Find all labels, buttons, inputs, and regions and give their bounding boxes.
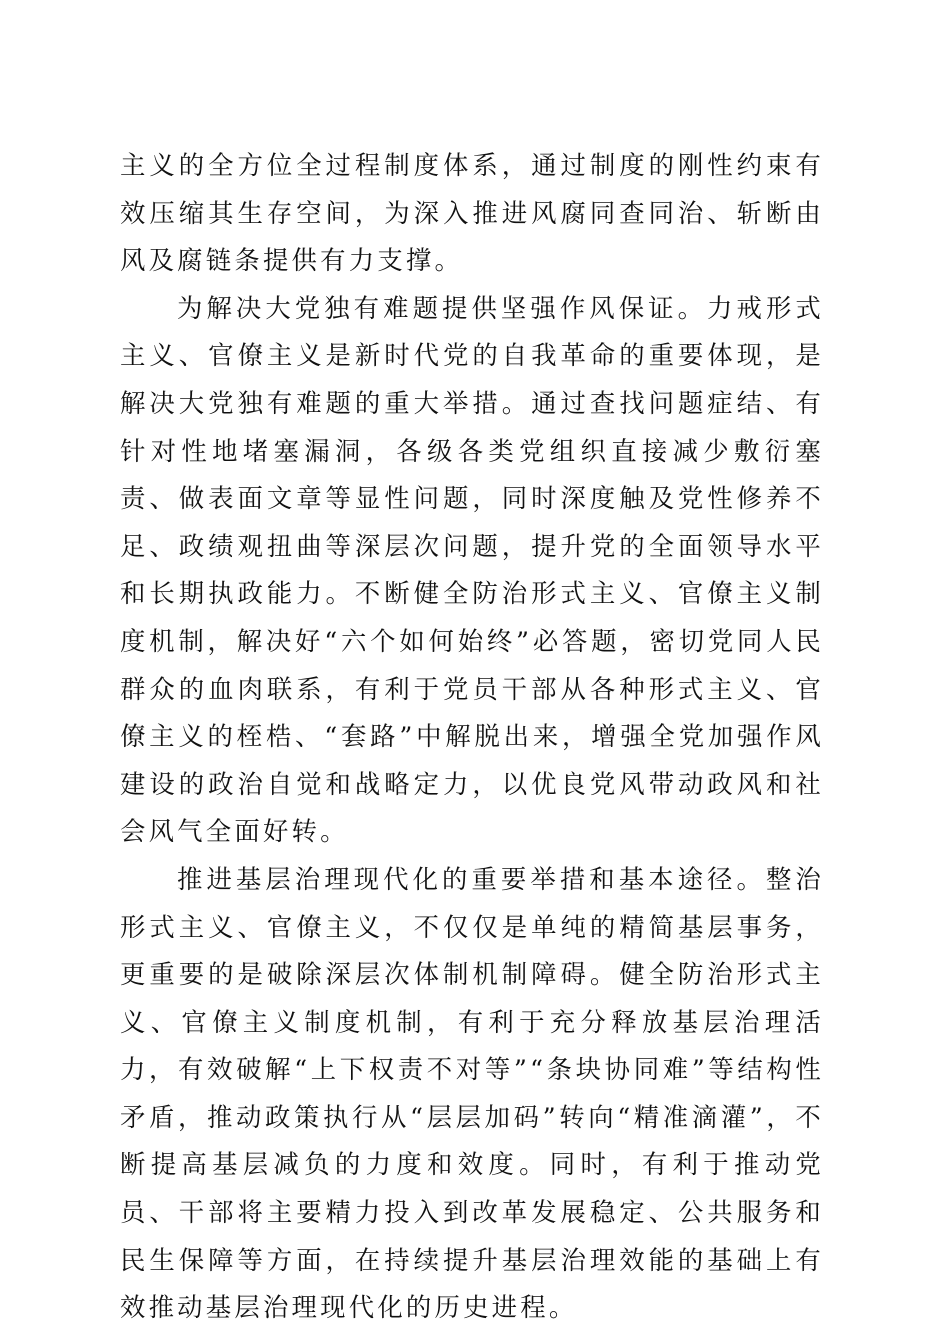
paragraph-continuation: 主义的全方位全过程制度体系，通过制度的刚性约束有效压缩其生存空间，为深入推进风腐同查同治、斩断由风及腐链条提供有力支撑。 — [120, 150, 824, 276]
paragraph-grassroots-governance: 推进基层治理现代化的重要举措和基本途径。整治形式主义、官僚主义，不仅仅是单纯的精简基层事务，更重要的是破除深层次体制机制障碍。健全防治形式主义、官僚主义制度机制，有利于充分释放基层治理活力，有效破解“上下权责不对等”“条块协同难”等结构性矛盾，推动政策执行从“层层加码”转向“精准滴灌”，不断提高基层减负的力度和效度。同时，有利于推动党员、干部将主要精力投入到改革发展稳定、公共服务和民生保障等方面，在持续提升基层治理效能的基础上有效推动基层治理现代化的历史进程。 — [120, 863, 824, 1323]
paragraph-party-style: 为解决大党独有难题提供坚强作风保证。力戒形式主义、官僚主义是新时代党的自我革命的重要体现，是解决大党独有难题的重大举措。通过查找问题症结、有针对性地堵塞漏洞，各级各类党组织直接减少敷衍塞责、做表面文章等显性问题，同时深度触及党性修养不足、政绩观扭曲等深层次问题，提升党的全面领导水平和长期执政能力。不断健全防治形式主义、官僚主义制度机制，解决好“六个如何始终”必答题，密切党同人民群众的血肉联系，有利于党员干部从各种形式主义、官僚主义的桎梏、“套路”中解脱出来，增强全党加强作风建设的政治自觉和战略定力，以优良党风带动政风和社会风气全面好转。 — [120, 292, 824, 847]
document-body — [120, 142, 824, 1332]
